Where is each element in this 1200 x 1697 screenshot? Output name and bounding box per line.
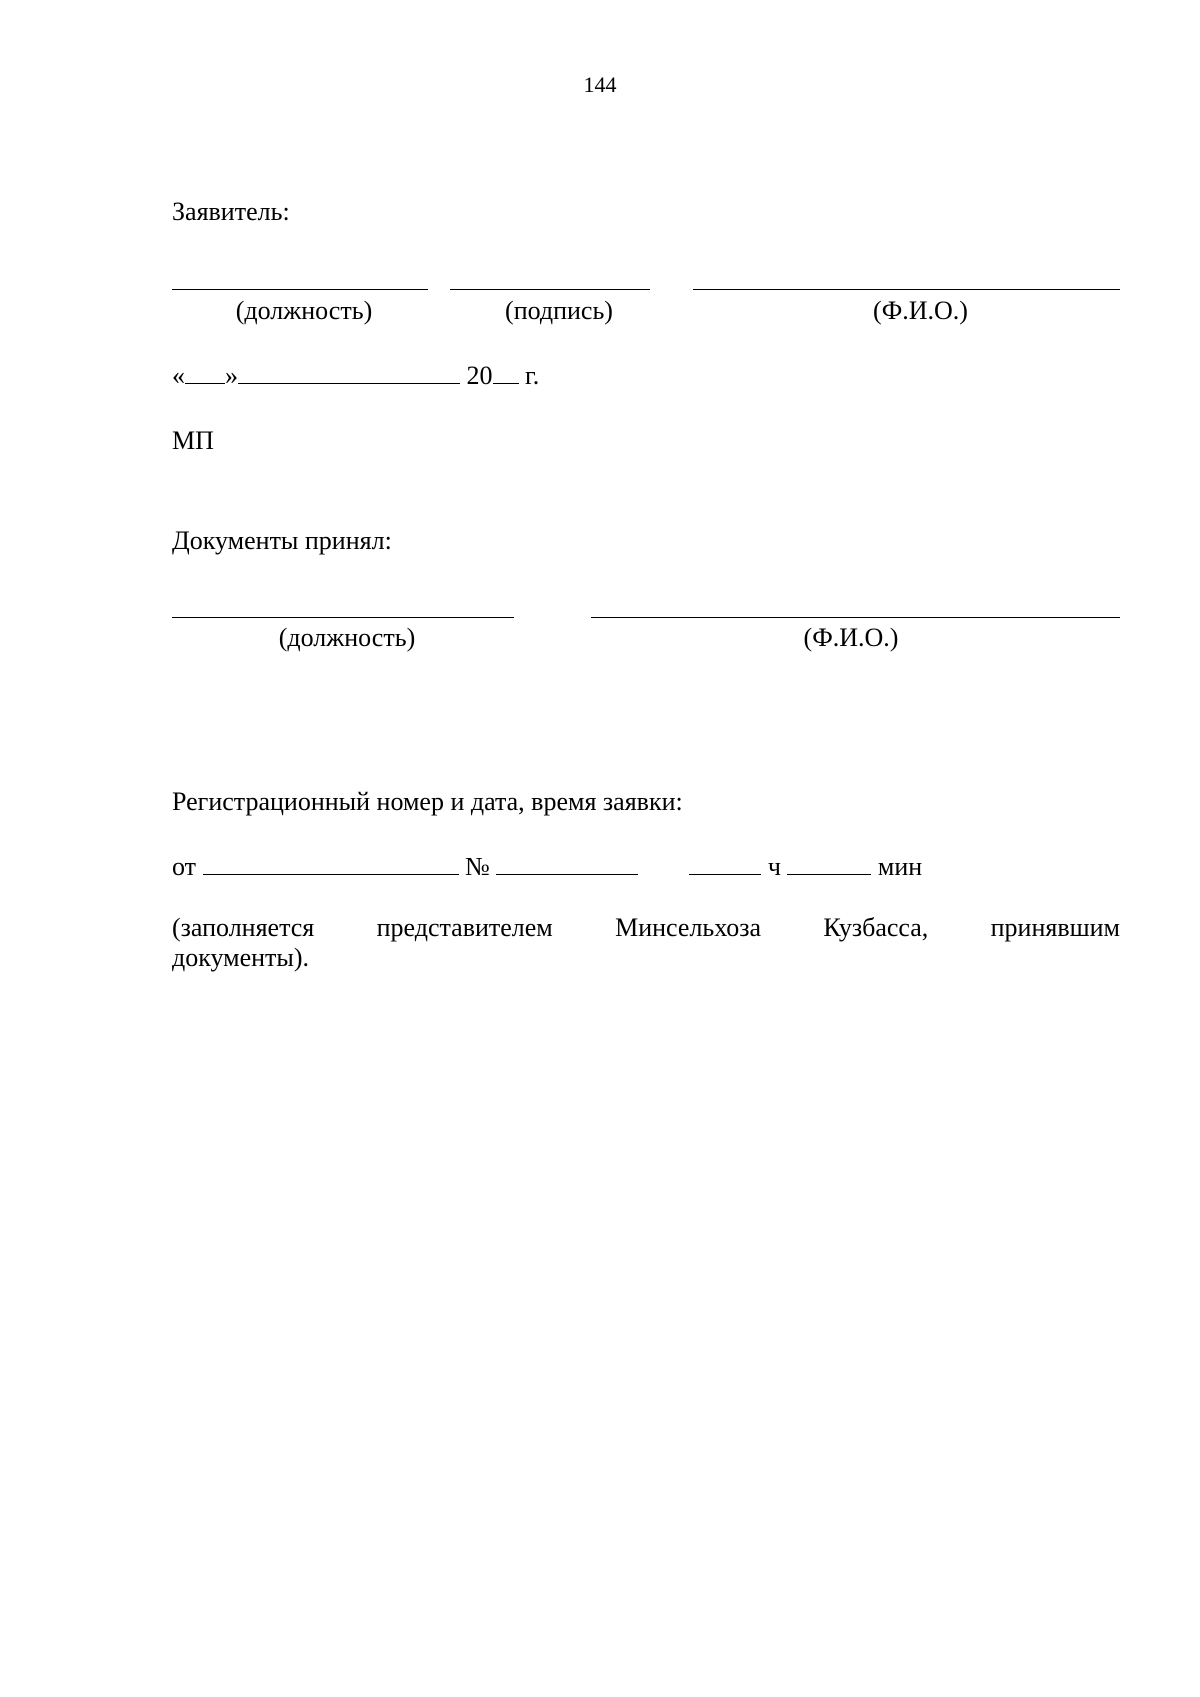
receiver-heading: Документы принял: xyxy=(172,526,392,555)
date-blank xyxy=(203,852,459,875)
applicant-name-line xyxy=(693,289,1120,290)
hours-label: ч xyxy=(767,852,781,881)
applicant-heading: Заявитель: xyxy=(172,197,290,226)
date-close-quote: » xyxy=(225,361,238,390)
date-open-quote: « xyxy=(172,361,185,390)
registration-note-line1: (заполняется представителем Минсельхоза Кузбасса, принявшим xyxy=(172,913,1120,942)
minutes-label: мин xyxy=(877,852,923,881)
number-blank xyxy=(496,852,638,875)
from-label: от xyxy=(172,852,197,881)
stamp-label: МП xyxy=(172,426,214,455)
registration-heading: Регистрационный номер и дата, время заявки: xyxy=(172,787,683,816)
year-prefix: 20 xyxy=(466,361,493,390)
applicant-signature-line xyxy=(450,289,650,290)
applicant-position-line xyxy=(172,289,428,290)
receiver-name-caption: (Ф.И.О.) xyxy=(803,623,899,652)
month-blank xyxy=(238,361,460,384)
minutes-blank xyxy=(787,852,871,875)
registration-fields-line xyxy=(172,851,922,882)
page-number: 144 xyxy=(583,72,617,97)
hours-blank xyxy=(689,852,761,875)
year-blank xyxy=(493,361,519,384)
registration-note-line2: документы). xyxy=(172,943,310,972)
day-blank xyxy=(185,361,225,384)
applicant-name-caption: (Ф.И.О.) xyxy=(873,296,968,325)
applicant-date-line xyxy=(172,360,539,391)
applicant-position-caption: (должность) xyxy=(235,296,373,325)
receiver-name-line xyxy=(591,617,1120,618)
receiver-position-line xyxy=(172,617,514,618)
receiver-position-caption: (должность) xyxy=(278,623,416,652)
number-label: № xyxy=(465,852,490,881)
applicant-signature-caption: (подпись) xyxy=(505,296,613,325)
year-suffix: г. xyxy=(525,361,540,390)
